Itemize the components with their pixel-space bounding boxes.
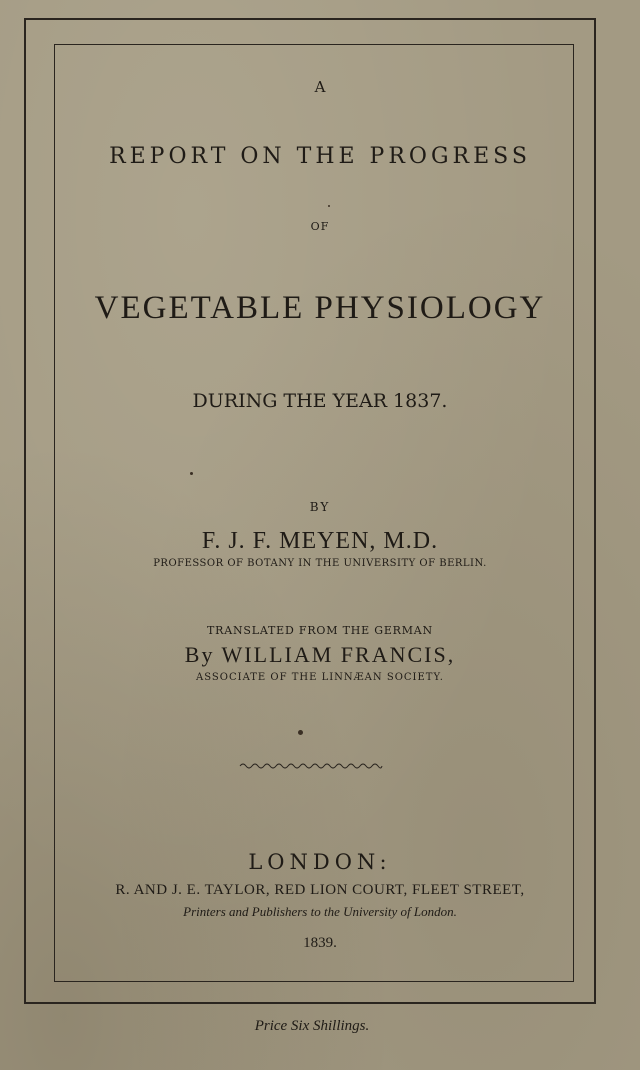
paper-speck (298, 730, 303, 735)
by-label: BY (309, 500, 331, 514)
price-note: Price Six Shillings. (254, 1018, 370, 1034)
author-name: F. J. F. MEYEN, M.D. (201, 528, 439, 554)
title-of: OF (310, 220, 330, 233)
title-line-report: REPORT ON THE PROGRESS (109, 144, 531, 169)
wavy-rule-ornament-icon (238, 760, 384, 772)
translator-title: ASSOCIATE OF THE LINNÆAN SOCIETY. (196, 672, 444, 683)
author-title: PROFESSOR OF BOTANY IN THE UNIVERSITY OF BERLIN. (153, 558, 487, 569)
paper-speck (328, 205, 330, 207)
imprint-publisher: R. AND J. E. TAYLOR, RED LION COURT, FLEET STREET, (115, 882, 525, 898)
title-article: A (314, 78, 326, 96)
translator-name: By WILLIAM FRANCIS, (184, 642, 456, 667)
imprint-printers: Printers and Publishers to the University of London. (183, 904, 457, 919)
translated-from: TRANSLATED FROM THE GERMAN (207, 624, 433, 637)
title-during: DURING THE YEAR 1837. (192, 390, 448, 412)
paper-speck (190, 472, 193, 475)
title-main: VEGETABLE PHYSIOLOGY (94, 290, 546, 326)
imprint-year: 1839. (303, 935, 337, 951)
imprint-place: LONDON: (248, 850, 392, 874)
